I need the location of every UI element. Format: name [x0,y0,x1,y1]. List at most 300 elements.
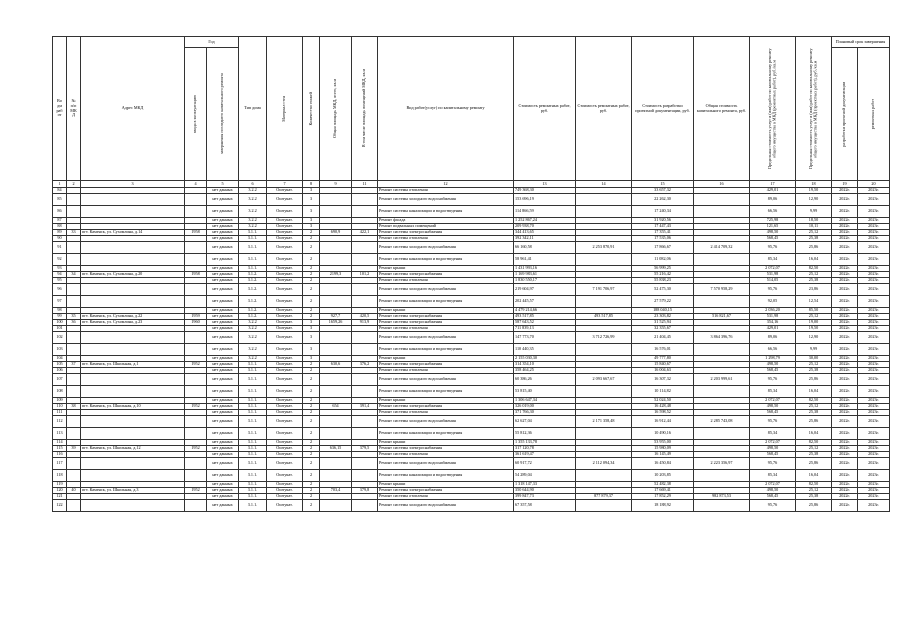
table-row [53,386,890,398]
cell-floors: 2 [303,428,320,440]
cell-limit-design: 25,38 [796,368,832,374]
cell-wall-material: Оштукат. [267,296,303,308]
header-repair-cost-total: Стоимость ремонтных работ, руб. [576,37,632,181]
cell-row-number: 110 [53,404,67,410]
cell-wall-material: Оштукат. [267,254,303,266]
cell-design-cost: 16 307,32 [632,374,694,386]
cell-wall-material: Оштукат. [267,284,303,296]
cell-total-area [320,254,352,266]
cell-floors: 2 [303,494,320,500]
cell-wall-material: Оштукат. [267,404,303,410]
cell-house-type: 3.1.1. [239,452,267,458]
cell-premises-area: 420,5 [352,314,378,320]
cell-commission-year [185,500,207,512]
cell-total-cost [694,206,750,218]
cell-work-type: Ремонт системы канализации и водоотведения [378,428,514,440]
cell-limit-repair: 95,76 [750,500,796,512]
cell-repair-cost: 2 155 030,30 [514,356,576,362]
cell-repair-cost: 66 160,58 [514,242,576,254]
cell-limit-repair: 89,06 [750,194,796,206]
cell-repair-deadline: 2023г. [858,374,890,386]
header-last-repair-year: завершения последнего капитального ремонта [207,48,239,181]
cell-row-number: 84 [53,188,67,194]
cell-premises-area [352,428,378,440]
cell-work-type: Ремонт системы отопления [378,368,514,374]
cell-total-area [320,242,352,254]
cell-limit-repair: 2 072,07 [750,440,796,446]
cell-limit-repair: 85,34 [750,470,796,482]
cell-repair-cost: 1 318 147,33 [514,482,576,488]
cell-house-number [67,332,81,344]
cell-design-deadline: 2022г. [832,266,858,272]
cell-total-cost: 2 414 709,32 [694,242,750,254]
cell-floors: 2 [303,374,320,386]
cell-design-deadline: 2022г. [832,278,858,284]
cell-repair-deadline: 2023г. [858,398,890,404]
cell-wall-material: Оштукат. [267,470,303,482]
cell-last-repair-year: нет данных [207,272,239,278]
cell-row-number: 120 [53,488,67,494]
cell-repair-cost: 749 368,30 [514,188,576,194]
cell-limit-design: 23,86 [796,284,832,296]
cell-repair-deadline: 2023г. [858,362,890,368]
cell-row-number: 107 [53,374,67,386]
cell-house-type: 3.1.1. [239,242,267,254]
cell-premises-area [352,194,378,206]
cell-address [81,416,185,428]
cell-floors: 3 [303,206,320,218]
cell-repair-cost-total [576,254,632,266]
cell-floors: 3 [303,344,320,356]
cell-wall-material: Оштукат. [267,440,303,446]
cell-last-repair-year: нет данных [207,398,239,404]
table-row [53,500,890,512]
cell-repair-cost-total [576,344,632,356]
cell-repair-cost: 60 917,72 [514,458,576,470]
column-number: 19 [832,181,858,188]
cell-design-cost: 18 188,92 [632,500,694,512]
cell-last-repair-year: нет данных [207,194,239,206]
cell-design-cost: 53 955,00 [632,440,694,446]
cell-total-cost [694,470,750,482]
cell-last-repair-year: нет данных [207,326,239,332]
cell-work-type: Ремонт системы канализации и водоотведения [378,206,514,218]
cell-limit-repair: 531,98 [750,314,796,320]
cell-last-repair-year: нет данных [207,356,239,362]
cell-total-area: 1659,26 [320,320,352,326]
cell-house-type: 3.1.1. [239,236,267,242]
column-number: 20 [858,181,890,188]
cell-premises-area: 379,5 [352,446,378,452]
cell-repair-deadline: 2023г. [858,470,890,482]
cell-wall-material: Оштукат. [267,308,303,314]
cell-limit-repair: 95,76 [750,284,796,296]
column-number: 6 [239,181,267,188]
cell-total-area: 636,15 [320,446,352,452]
cell-premises-area [352,500,378,512]
cell-repair-deadline: 2023г. [858,326,890,332]
cell-design-cost: 17 447,43 [632,224,694,230]
cell-limit-design: 30,00 [796,356,832,362]
cell-row-number: 109 [53,398,67,404]
cell-commission-year [185,344,207,356]
cell-row-number: 96 [53,284,67,296]
cell-row-number: 101 [53,326,67,332]
cell-wall-material: Оштукат. [267,482,303,488]
cell-total-cost: 7 570 958,29 [694,284,750,296]
cell-design-cost: 31 920,56 [632,218,694,224]
cell-repair-cost-total [576,386,632,398]
cell-floors: 3 [303,332,320,344]
cell-premises-area: 101,2 [352,272,378,278]
cell-last-repair-year: нет данных [207,344,239,356]
cell-repair-cost: 399 847,73 [514,494,576,500]
cell-limit-design: 82,50 [796,266,832,272]
cell-row-number: 111 [53,410,67,416]
cell-repair-cost: 58 961,41 [514,254,576,266]
cell-row-number: 90 [53,236,67,242]
column-number: 15 [632,181,694,188]
cell-total-area: 927,7 [320,314,352,320]
cell-address [81,332,185,344]
cell-house-type: 3.1.2. [239,278,267,284]
cell-commission-year [185,386,207,398]
cell-limit-design: 25,12 [796,272,832,278]
cell-house-number [67,374,81,386]
cell-design-deadline: 2022г. [832,356,858,362]
header-address: Адрес МКД [81,37,185,181]
cell-wall-material: Оштукат. [267,494,303,500]
cell-floors: 2 [303,242,320,254]
cell-limit-design: 16,04 [796,470,832,482]
cell-limit-repair: 121,65 [750,224,796,230]
cell-design-deadline: 2022г. [832,410,858,416]
cell-commission-year: 1958 [185,230,207,236]
cell-limit-design: 25,86 [796,458,832,470]
cell-row-number: 85 [53,194,67,206]
cell-last-repair-year: нет данных [207,230,239,236]
cell-repair-cost: 202 445,57 [514,296,576,308]
cell-repair-cost: 1 431 993,16 [514,266,576,272]
cell-premises-area [352,458,378,470]
cell-repair-cost: 493 517,85 [514,314,576,320]
cell-floors: 3 [303,188,320,194]
table-row [53,344,890,356]
repair-plan-table [52,36,890,512]
column-number: 17 [750,181,796,188]
cell-design-deadline: 2022г. [832,386,858,398]
cell-row-number: 97 [53,296,67,308]
cell-repair-cost: 219 604,97 [514,284,576,296]
cell-design-cost: 32 355,67 [632,326,694,332]
cell-repair-cost: 1 830 550,17 [514,278,576,284]
cell-repair-cost: 153 696,19 [514,194,576,206]
cell-work-type: Ремонт системы холодного водоснабжения [378,284,514,296]
cell-last-repair-year: нет данных [207,266,239,272]
cell-house-number [67,254,81,266]
cell-repair-cost: 317 120,78 [514,446,576,452]
cell-wall-material: Оштукат. [267,278,303,284]
header-limit-repair: Предельная стоимость услуг и (или) работ по капитальному ремонту общего имущества в МКД (ремонтных работ), руб./кв.м [750,37,796,181]
cell-repair-cost: 53 815,40 [514,386,576,398]
cell-total-cost [694,344,750,356]
cell-house-number: 33 [67,230,81,236]
cell-work-type: Ремонт системы отопления [378,326,514,332]
cell-design-cost: 52 475,30 [632,284,694,296]
cell-last-repair-year: нет данных [207,386,239,398]
cell-repair-deadline: 2023г. [858,494,890,500]
cell-commission-year [185,458,207,470]
table-row [53,206,890,218]
cell-total-area [320,194,352,206]
cell-repair-deadline: 2023г. [858,320,890,326]
cell-row-number: 118 [53,470,67,482]
cell-work-type: Ремонт системы отопления [378,494,514,500]
cell-floors: 2 [303,272,320,278]
cell-repair-deadline: 2023г. [858,440,890,446]
cell-design-cost: 15 980,09 [632,446,694,452]
cell-house-number: 39 [67,446,81,452]
cell-house-type: 3.1.1. [239,230,267,236]
cell-commission-year: 1958 [185,272,207,278]
cell-total-cost [694,254,750,266]
cell-work-type: Ремонт системы канализации и водоотведения [378,470,514,482]
column-number-row [53,181,890,188]
cell-last-repair-year: нет данных [207,236,239,242]
header-house-type: Тип дома [239,37,267,181]
cell-house-type: 3.1.1. [239,488,267,494]
cell-design-deadline: 2022г. [832,314,858,320]
cell-work-type: Ремонт системы электроснабжения [378,320,514,326]
cell-floors: 2 [303,404,320,410]
cell-repair-cost: 371 766,30 [514,410,576,416]
header-repair-deadline: ремонтных работ [858,48,890,181]
cell-repair-cost: 1 252 867,24 [514,218,576,224]
cell-repair-deadline: 2023г. [858,356,890,362]
cell-wall-material: Оштукат. [267,428,303,440]
header-repair-cost: Стоимость ремонтных работ, руб. [514,37,576,181]
cell-design-cost: 17 240,34 [632,206,694,218]
cell-design-deadline: 2022г. [832,320,858,326]
cell-last-repair-year: нет данных [207,332,239,344]
column-number: 18 [796,181,832,188]
cell-design-deadline: 2022г. [832,368,858,374]
cell-house-type: 3.1.1. [239,254,267,266]
cell-limit-design: 25,12 [796,446,832,452]
cell-wall-material: Оштукат. [267,410,303,416]
cell-address [81,344,185,356]
cell-repair-cost: 1 169 983,61 [514,272,576,278]
cell-repair-cost: 60 386,26 [514,374,576,386]
cell-work-type: Ремонт системы электроснабжения [378,404,514,410]
cell-limit-repair: 429,01 [750,188,796,194]
cell-total-area [320,284,352,296]
header-design-cost: Стоимость разработки проектной документации, руб. [632,37,694,181]
cell-work-type: Ремонт системы холодного водоснабжения [378,458,514,470]
cell-limit-design: 25,86 [796,374,832,386]
cell-total-cost: 3 864 396,76 [694,332,750,344]
column-number: 1 [53,181,67,188]
cell-design-cost: 17 355,41 [632,230,694,236]
cell-total-area: 703,4 [320,488,352,494]
cell-premises-area [352,416,378,428]
cell-house-type: 3.2.2 [239,332,267,344]
cell-repair-cost: 62 627,04 [514,416,576,428]
cell-row-number: 89 [53,230,67,236]
cell-house-type: 3.1.1. [239,446,267,452]
cell-repair-deadline: 2023г. [858,482,890,488]
cell-repair-cost-total [576,296,632,308]
cell-commission-year [185,470,207,482]
cell-wall-material: Оштукат. [267,368,303,374]
cell-house-number [67,416,81,428]
cell-limit-repair: 2 072,07 [750,266,796,272]
cell-row-number: 93 [53,266,67,272]
cell-house-type: 3.1.1. [239,440,267,446]
cell-address [81,500,185,512]
cell-floors: 2 [303,236,320,242]
cell-last-repair-year: нет данных [207,428,239,440]
cell-row-number: 102 [53,332,67,344]
cell-design-cost: 17 852,29 [632,494,694,500]
cell-floors: 2 [303,266,320,272]
cell-repair-cost-total: 2 112 094,34 [576,458,632,470]
cell-last-repair-year: нет данных [207,296,239,308]
table-row [53,284,890,296]
cell-house-type: 3.1.1. [239,362,267,368]
cell-commission-year [185,296,207,308]
cell-limit-design: 25,12 [796,314,832,320]
cell-floors: 2 [303,296,320,308]
cell-limit-design: 25,86 [796,416,832,428]
cell-repair-cost: 711 839,13 [514,326,576,332]
cell-repair-cost: 114 866,59 [514,206,576,218]
cell-house-type: 3.2.2 [239,326,267,332]
cell-limit-design: 19,50 [796,188,832,194]
cell-premises-area [352,206,378,218]
column-number: 13 [514,181,576,188]
cell-house-type: 3.2.2 [239,356,267,362]
cell-work-type: Ремонт крыши [378,482,514,488]
cell-address: пгт. Каменск, ул. Школьная, д.10 [81,404,185,410]
cell-limit-design: 82,50 [796,398,832,404]
cell-house-type: 3.1.2. [239,284,267,296]
cell-design-deadline: 2022г. [832,470,858,482]
cell-repair-deadline: 2023г. [858,488,890,494]
cell-house-type: 3.1.1. [239,458,267,470]
cell-design-cost: 10 114,82 [632,386,694,398]
cell-limit-design: 10,11 [796,224,832,230]
cell-address: пгт. Каменск, ул. Школьная, д.3 [81,488,185,494]
cell-house-type: 3.1.1. [239,386,267,398]
cell-last-repair-year: нет данных [207,452,239,458]
cell-house-number: 38 [67,404,81,410]
cell-design-cost: 22 262,30 [632,194,694,206]
cell-address [81,428,185,440]
cell-work-type: Ремонт системы холодного водоснабжения [378,416,514,428]
cell-floors: 3 [303,356,320,362]
cell-design-cost: 21 404,45 [632,332,694,344]
cell-wall-material: Оштукат. [267,272,303,278]
cell-work-type: Ремонт системы отопления [378,452,514,458]
cell-design-deadline: 2022г. [832,458,858,470]
cell-wall-material: Оштукат. [267,416,303,428]
cell-repair-deadline: 2023г. [858,446,890,452]
column-number: 14 [576,181,632,188]
cell-commission-year [185,332,207,344]
cell-limit-repair: 514,05 [750,278,796,284]
cell-house-type: 3.1.1. [239,374,267,386]
cell-address: пгт. Каменск, ул. Сухомлина, д.14 [81,230,185,236]
cell-last-repair-year: нет данных [207,488,239,494]
cell-house-number [67,344,81,356]
cell-repair-cost: 147 773,70 [514,332,576,344]
cell-work-type: Ремонт системы холодного водоснабжения [378,332,514,344]
cell-house-type: 3.1.1. [239,470,267,482]
cell-wall-material: Оштукат. [267,218,303,224]
cell-house-type: 3.2.2 [239,194,267,206]
cell-limit-repair: 429,01 [750,326,796,332]
cell-limit-design: 25,86 [796,500,832,512]
cell-row-number: 106 [53,368,67,374]
cell-design-deadline: 2022г. [832,428,858,440]
cell-work-type: Ремонт крыши [378,398,514,404]
cell-house-number: 36 [67,320,81,326]
cell-last-repair-year: нет данных [207,446,239,452]
header-limit-design: Предельная стоимость услуг и (или) работ по капитальному ремонту общего имущества в МКД (проектных работ), руб./кв.м [796,37,832,181]
cell-row-number: 91 [53,242,67,254]
cell-commission-year [185,206,207,218]
cell-work-type: Ремонт подвальных помещений [378,224,514,230]
cell-floors: 2 [303,386,320,398]
cell-total-area [320,428,352,440]
cell-house-type: 3.2.2 [239,206,267,218]
cell-design-cost: 17 866,67 [632,242,694,254]
cell-repair-deadline: 2023г. [858,404,890,410]
cell-repair-cost: 358 464,25 [514,368,576,374]
cell-design-cost: 16 450,84 [632,458,694,470]
cell-house-type: 3.1.1. [239,428,267,440]
cell-wall-material: Оштукат. [267,314,303,320]
cell-repair-deadline: 2023г. [858,194,890,206]
cell-total-area [320,374,352,386]
cell-work-type: Ремонт крыши [378,440,514,446]
cell-row-number: 105 [53,362,67,368]
cell-row-number: 92 [53,254,67,266]
cell-limit-repair: 531,98 [750,272,796,278]
cell-design-cost: 33 657,32 [632,188,694,194]
cell-house-number [67,500,81,512]
cell-wall-material: Оштукат. [267,452,303,458]
cell-house-type: 3.1.2. [239,296,267,308]
cell-work-type: Ремонт системы канализации и водоотведения [378,344,514,356]
cell-limit-repair: 95,76 [750,458,796,470]
cell-house-number: 34 [67,272,81,278]
cell-row-number: 116 [53,452,67,458]
cell-total-area: 690,9 [320,230,352,236]
cell-repair-cost: 1 355 133,78 [514,440,576,446]
cell-design-deadline: 2022г. [832,218,858,224]
cell-design-deadline: 2022г. [832,308,858,314]
cell-premises-area [352,284,378,296]
cell-last-repair-year: нет данных [207,416,239,428]
header-floors: Количество этажей [303,37,320,181]
cell-house-number [67,284,81,296]
cell-floors: 2 [303,470,320,482]
cell-commission-year [185,242,207,254]
cell-repair-cost: 350 644,90 [514,488,576,494]
cell-wall-material: Оштукат. [267,266,303,272]
